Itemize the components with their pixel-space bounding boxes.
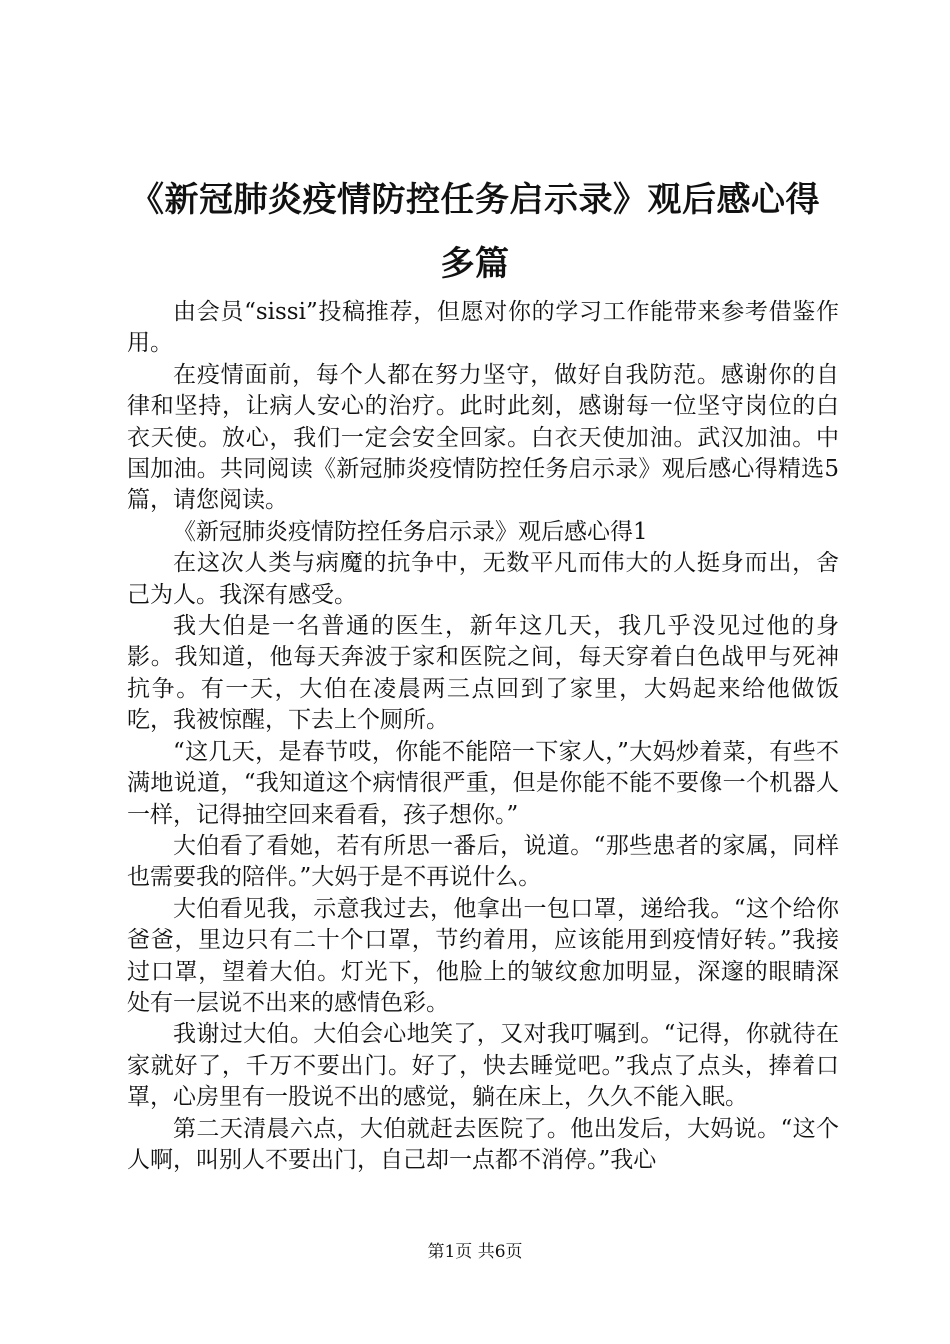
paragraph: 我大伯是一名普通的医生，新年这几天，我几乎没见过他的身影。我知道，他每天奔波于家和医院之间，每天穿着白色战甲与死神抗争。有一天，大伯在凌晨两三点回到了家里，大妈起来给他做饭吃，我被惊醒，下去上个厕所。	[127, 613, 839, 734]
document-title: 《新冠肺炎疫情防控任务启示录》观后感心得多篇	[130, 180, 820, 284]
paragraph: 在这次人类与病魔的抗争中，无数平凡而伟大的人挺身而出，舍己为人。我深有感受。	[127, 550, 839, 608]
page-footer: 第1页 共6页	[427, 1242, 523, 1262]
paragraph: 大伯看见我，示意我过去，他拿出一包口罩，递给我。“这个给你爸爸，里边只有二十个口罩，节约着用，应该能用到疫情好转。”我接过口罩，望着大伯。灯光下，他脸上的皱纹愈加明显，深邃的眼睛深处有一层说不出来的感情色彩。	[127, 895, 839, 1016]
paragraph-preface: 在疫情面前，每个人都在努力坚守，做好自我防范。感谢你的自律和坚持，让病人安心的治疗。此时此刻，感谢每一位坚守岗位的白衣天使。放心，我们一定会安全回家。白衣天使加油。武汉加油。中国加油。共同阅读《新冠肺炎疫情防控任务启示录》观后感心得精选5篇，请您阅读。	[127, 361, 839, 514]
paragraph: 第二天清晨六点，大伯就赶去医院了。他出发后，大妈说。“这个人啊，叫别人不要出门，自己却一点都不消停。”我心	[127, 1115, 839, 1173]
paragraph: “这几天，是春节哎，你能不能陪一下家人，”大妈炒着菜，有些不满地说道，“我知道这个病情很严重，但是你能不能不要像一个机器人一样，记得抽空回来看看，孩子想你。”	[127, 738, 839, 828]
document-body	[127, 297, 839, 1176]
section-heading: 《新冠肺炎疫情防控任务启示录》观后感心得1	[173, 518, 648, 545]
paragraph: 大伯看了看她，若有所思一番后，说道。“那些患者的家属，同样也需要我的陪伴。”大妈于是不再说什么。	[127, 832, 839, 891]
paragraph: 我谢过大伯。大伯会心地笑了，又对我叮嘱到。“记得，你就待在家就好了，千万不要出门。好了，快去睡觉吧。”我点了点头，捧着口罩，心房里有一股说不出的感觉，躺在床上，久久不能入眠。	[127, 1021, 839, 1111]
paragraph-intro: 由会员“sissi”投稿推荐，但愿对你的学习工作能带来参考借鉴作用。	[127, 299, 839, 357]
